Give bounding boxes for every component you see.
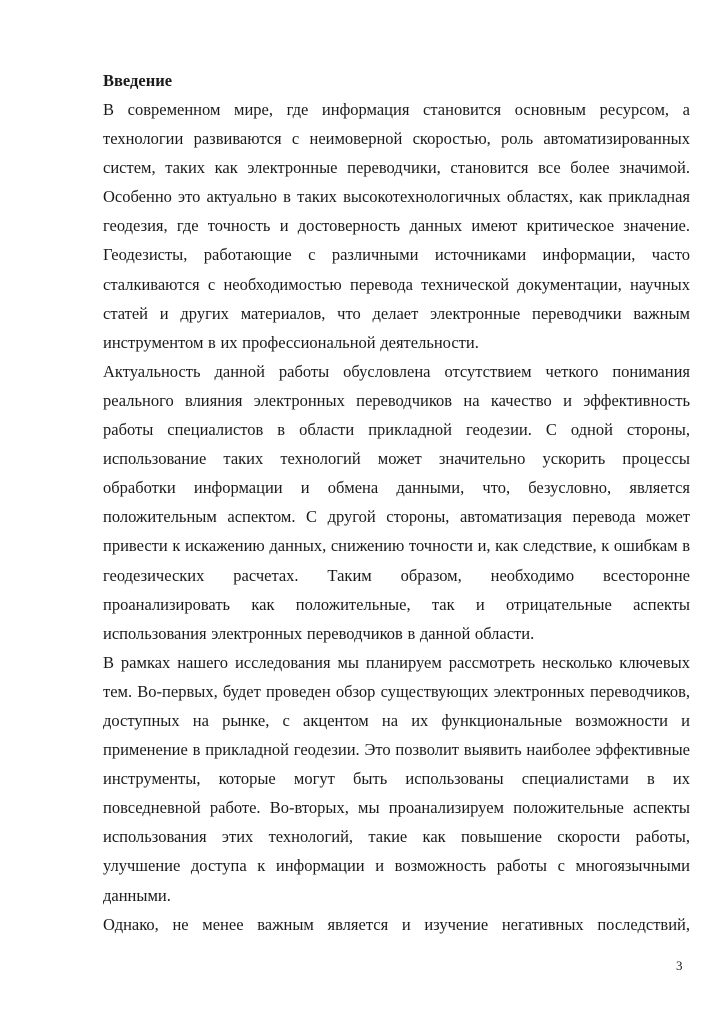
section-heading: Введение bbox=[103, 71, 173, 90]
page-content bbox=[103, 66, 690, 939]
page-number: 3 bbox=[676, 958, 683, 973]
paragraph-3: В рамках нашего исследования мы планируем рассмотреть несколько ключевых тем. Во-первых, будет проведен обзор существующих электронных переводчиков, доступных на рынке, с акцентом на их функциональные возможности и применение в прикладной геодезии. Это позволит выявить наиболее эффективные инструменты, которые могут быть использованы специалистами в их повседневной работе. Во-вторых, мы проанализируем положительные аспекты использования этих технологий, такие как повышение скорости работы, улучшение доступа к информации и возможность работы с многоязычными данными. bbox=[103, 652, 690, 905]
paragraph-4: Однако, не менее важным является и изучение негативных последствий, bbox=[103, 914, 690, 934]
paragraph-2: Актуальность данной работы обусловлена отсутствием четкого понимания реального влияния электронных переводчиков на качество и эффективность работы специалистов в области прикладной геодезии. С одной стороны, использование таких технологий может значительно ускорить процессы обработки информации и обмена данными, что, безусловно, является положительным аспектом. С другой стороны, автоматизация перевода может привести к искажению данных, снижению точности и, как следствие, к ошибкам в геодезических расчетах. Таким образом, необходимо всесторонне проанализировать как положительные, так и отрицательные аспекты использования электронных переводчиков в данной области. bbox=[103, 361, 690, 643]
paragraph-1: В современном мире, где информация становится основным ресурсом, а технологии развиваются с неимоверной скоростью, роль автоматизированных систем, таких как электронные переводчики, становится все более значимой. Особенно это актуально в таких высокотехнологичных областях, как прикладная геодезия, где точность и достоверность данных имеют критическое значение. Геодезисты, работающие с различными источниками информации, часто сталкиваются с необходимостью перевода технической документации, научных статей и других материалов, что делает электронные переводчики важным инструментом в их профессиональной деятельности. bbox=[103, 100, 690, 352]
